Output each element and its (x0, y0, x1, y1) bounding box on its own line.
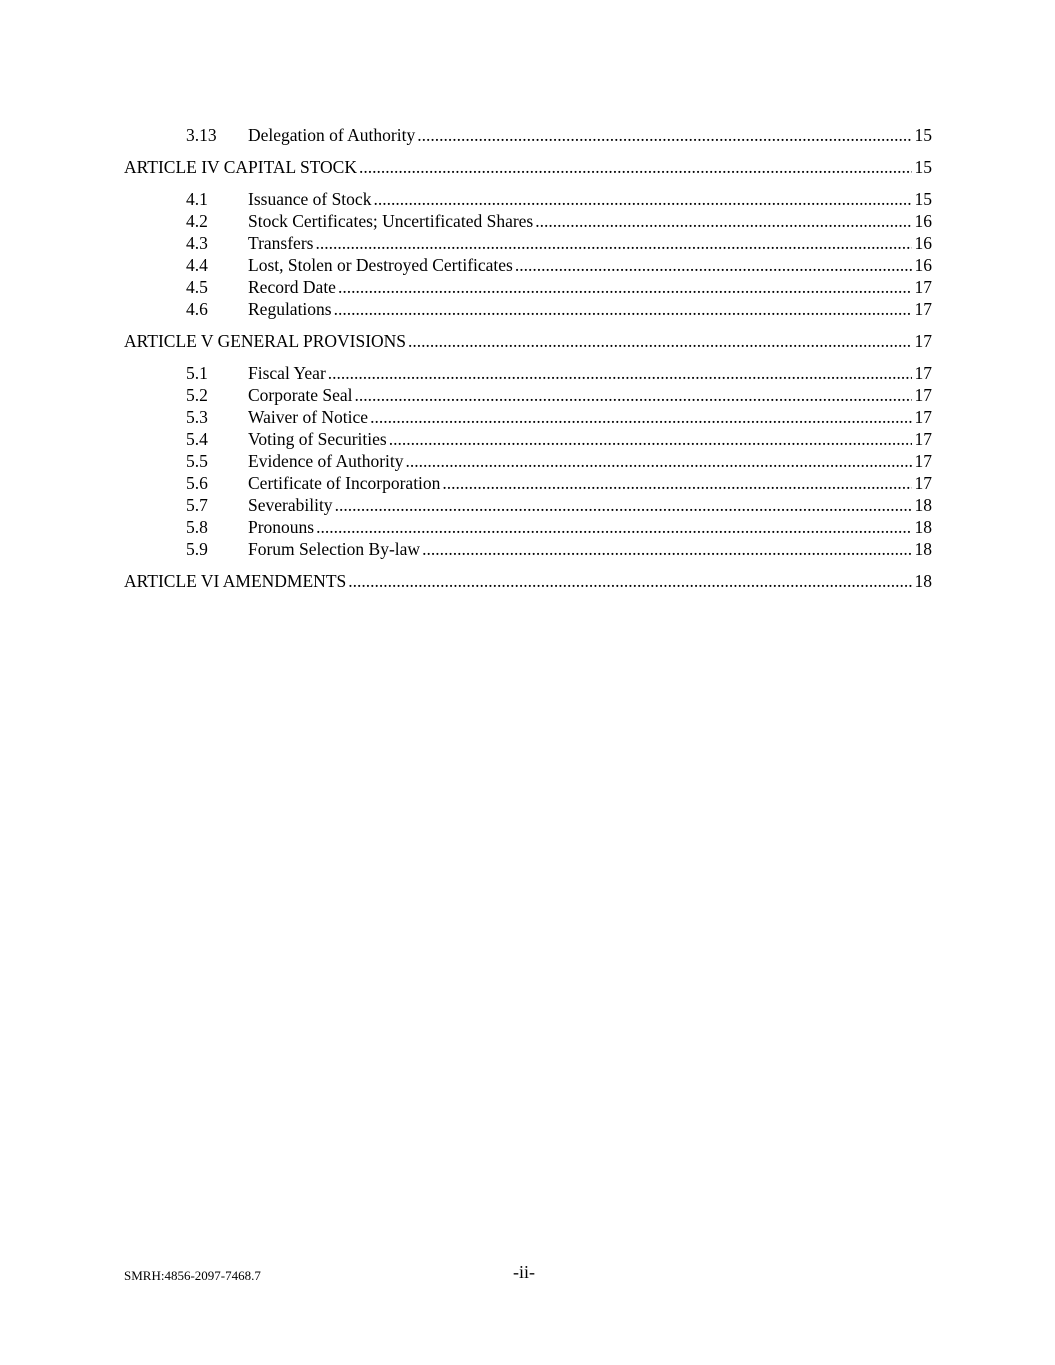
toc-page-number: 18 (914, 539, 932, 559)
toc-section-row[interactable] (124, 428, 932, 450)
toc-page-number: 17 (914, 331, 932, 351)
toc-section-number: 4.4 (186, 255, 208, 275)
toc-section-row[interactable] (124, 254, 932, 276)
toc-section-row[interactable] (124, 124, 932, 146)
dot-leader (348, 570, 912, 592)
toc-page-number: 17 (914, 473, 932, 493)
dot-leader (406, 450, 912, 472)
dot-leader (315, 232, 912, 254)
toc-page-number: 17 (914, 429, 932, 449)
dot-leader (422, 538, 912, 560)
toc-section-row[interactable] (124, 362, 932, 384)
toc-section-row[interactable] (124, 210, 932, 232)
dot-leader (515, 254, 912, 276)
toc-article-row[interactable] (124, 156, 932, 178)
toc-page-number: 17 (914, 299, 932, 319)
toc-entry-title: Forum Selection By-law (248, 539, 421, 559)
dot-leader (316, 516, 912, 538)
toc-entry-title: Issuance of Stock (248, 189, 372, 209)
toc-section-row[interactable] (124, 406, 932, 428)
toc-page-number: 15 (914, 157, 932, 177)
toc-section-number: 5.6 (186, 473, 208, 493)
toc-entry-title: Severability (248, 495, 333, 515)
toc-section-number: 5.4 (186, 429, 208, 449)
toc-section-number: 4.2 (186, 211, 208, 231)
toc-section-number: 4.1 (186, 189, 208, 209)
toc-page-number: 18 (914, 517, 932, 537)
toc-entry-title: Delegation of Authority (248, 125, 416, 145)
toc-section-number: 5.3 (186, 407, 208, 427)
toc-section-row[interactable] (124, 538, 932, 560)
toc-page-number: 18 (914, 495, 932, 515)
toc-section-row[interactable] (124, 232, 932, 254)
toc-page-number: 15 (914, 125, 932, 145)
dot-leader (335, 494, 912, 516)
toc-section-row[interactable] (124, 276, 932, 298)
toc-section-number: 5.9 (186, 539, 208, 559)
toc-page-number: 17 (914, 277, 932, 297)
dot-leader (338, 276, 912, 298)
toc-section-number: 5.1 (186, 363, 208, 383)
toc-entry-title: Pronouns (248, 517, 315, 537)
toc-page-number: 16 (914, 255, 932, 275)
toc-section-number: 5.5 (186, 451, 208, 471)
toc-section-number: 3.13 (186, 125, 217, 145)
dot-leader (328, 362, 912, 384)
dot-leader (373, 188, 912, 210)
toc-section-number: 5.7 (186, 495, 208, 515)
toc-entry-title: Voting of Securities (248, 429, 387, 449)
toc-entry-title: Lost, Stolen or Destroyed Certificates (248, 255, 513, 275)
toc-entry-title: Corporate Seal (248, 385, 353, 405)
toc-page-number: 15 (914, 189, 932, 209)
document-id: SMRH:4856-2097-7468.7 (124, 1268, 261, 1283)
toc-page-number: 17 (914, 451, 932, 471)
dot-leader (370, 406, 912, 428)
toc-article-row[interactable] (124, 570, 932, 592)
toc-page-number: 17 (914, 407, 932, 427)
toc-entry-title: Record Date (248, 277, 336, 297)
toc-entry-title: ARTICLE VI AMENDMENTS (124, 571, 347, 591)
table-of-contents (124, 124, 932, 602)
toc-entry-title: Waiver of Notice (248, 407, 369, 427)
toc-section-number: 4.6 (186, 299, 208, 319)
toc-section-row[interactable] (124, 384, 932, 406)
toc-entry-title: Transfers (248, 233, 314, 253)
dot-leader (408, 330, 912, 352)
dot-leader (535, 210, 912, 232)
toc-section-number: 5.8 (186, 517, 208, 537)
toc-entry-title: ARTICLE IV CAPITAL STOCK (124, 157, 357, 177)
toc-entry-title: Regulations (248, 299, 332, 319)
toc-page-number: 17 (914, 385, 932, 405)
dot-leader (359, 156, 912, 178)
toc-section-row[interactable] (124, 450, 932, 472)
toc-entry-title: Evidence of Authority (248, 451, 404, 471)
toc-page-number: 17 (914, 363, 932, 383)
toc-section-number: 4.3 (186, 233, 208, 253)
toc-entry-title: ARTICLE V GENERAL PROVISIONS (124, 331, 407, 351)
toc-section-row[interactable] (124, 472, 932, 494)
toc-article-row[interactable] (124, 330, 932, 352)
dot-leader (389, 428, 912, 450)
toc-entry-title: Certificate of Incorporation (248, 473, 441, 493)
toc-section-row[interactable] (124, 298, 932, 320)
toc-entry-title: Fiscal Year (248, 363, 326, 383)
toc-page-number: 16 (914, 233, 932, 253)
toc-section-row[interactable] (124, 494, 932, 516)
toc-section-row[interactable] (124, 516, 932, 538)
toc-section-number: 4.5 (186, 277, 208, 297)
toc-page-number: 16 (914, 211, 932, 231)
dot-leader (354, 384, 912, 406)
toc-entry-title: Stock Certificates; Uncertificated Shares (248, 211, 534, 231)
toc-section-row[interactable] (124, 188, 932, 210)
toc-page-number: 18 (914, 571, 932, 591)
toc-section-number: 5.2 (186, 385, 208, 405)
page-number: -ii- (513, 1262, 535, 1282)
dot-leader (417, 124, 912, 146)
dot-leader (442, 472, 912, 494)
dot-leader (334, 298, 912, 320)
